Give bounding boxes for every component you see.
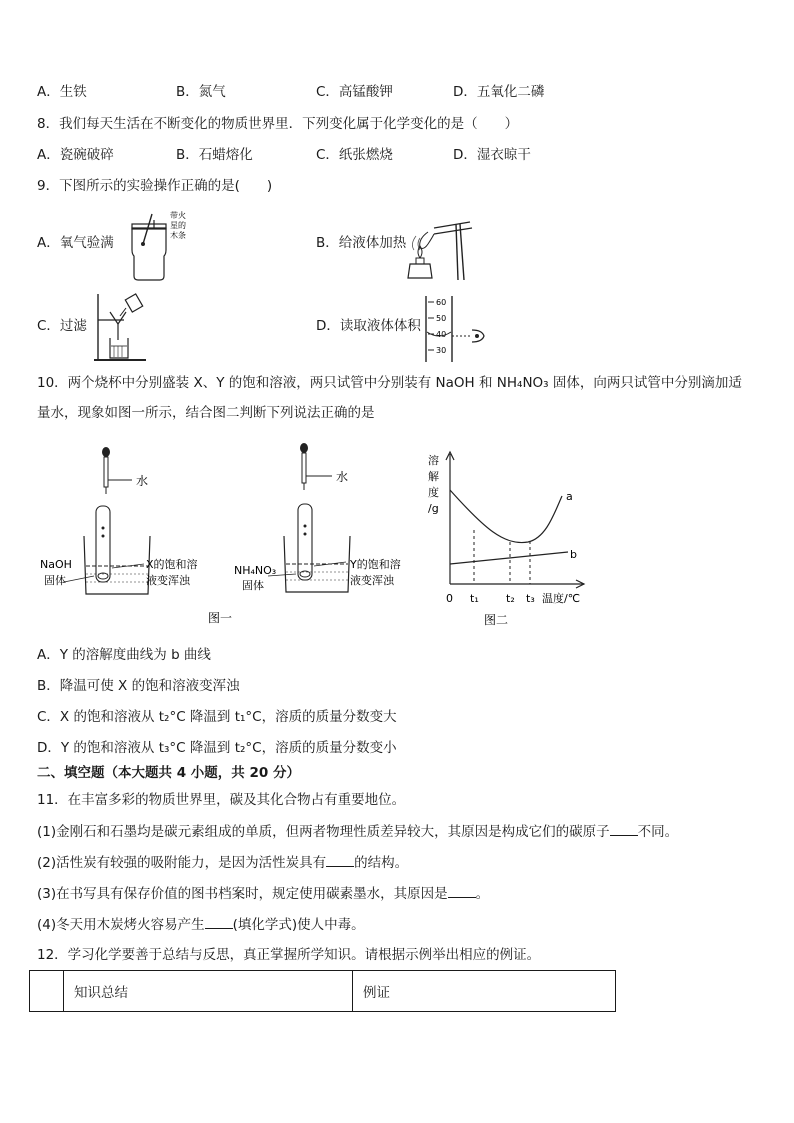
q11-part3-blank[interactable]	[448, 883, 476, 898]
splint-label-3: 木条	[170, 231, 186, 240]
q8-stem: 8．我们每天生活在不断变化的物质世界里．下列变化属于化学变化的是（ ）	[37, 116, 519, 132]
ylabel-1: 溶	[428, 454, 439, 467]
q11-stem: 11．在丰富多彩的物质世界里，碳及其化合物占有重要地位。	[37, 792, 406, 808]
oxygen-test-figure	[124, 210, 196, 286]
splint-label-1: 带火	[170, 211, 186, 220]
knowledge-table	[29, 970, 616, 1012]
q10-option-c: C．X 的饱和溶液从 t₂°C 降温到 t₁°C，溶质的质量分数变大	[37, 709, 397, 725]
origin-label: 0	[446, 592, 453, 605]
q12-stem: 12．学习化学要善于总结与反思，真正掌握所学知识。请根据示例举出相应的例证。	[37, 947, 541, 963]
q11-part2	[37, 852, 408, 873]
q11-part2-tail: 的结构。	[354, 855, 409, 871]
q10-option-b: B．降温可使 X 的饱和溶液变浑浊	[37, 678, 240, 694]
ylabel-4: /g	[428, 502, 439, 515]
q11-part4-tail: (填化学式)使人中毒。	[232, 917, 365, 933]
q11-part1-text: (1)金刚石和石墨均是碳元素组成的单质，但两者物理性质差异较大，其原因是构成它们的碳原子	[37, 824, 610, 840]
solid-label-2: 固体	[242, 579, 264, 592]
x-note-line1: X的饱和溶	[146, 558, 198, 571]
figure-one-caption: 图一	[208, 611, 233, 625]
q7-option-a: A．生铁	[37, 84, 87, 100]
q10-option-d: D．Y 的饱和溶液从 t₃°C 降温到 t₂°C，溶质的质量分数变小	[37, 740, 397, 756]
curve-b-line	[450, 552, 568, 564]
y-note-line1: Y的饱和溶	[350, 558, 401, 571]
q7-option-d: D．五氧化二磷	[453, 84, 545, 100]
q9-stem: 9．下图所示的实验操作正确的是( )	[37, 178, 273, 194]
cylinder-reading-figure	[424, 294, 492, 364]
q10-stem-line1: 10．两个烧杯中分别盛装 X、Y 的饱和溶液，两只试管中分别装有 NaOH 和 NH₄NO₃ 固体，向两只试管中分别滴加适	[37, 375, 742, 391]
q11-part1-blank[interactable]	[610, 821, 638, 836]
q11-part4-blank[interactable]	[205, 914, 233, 929]
figure-two-caption: 图二	[484, 613, 509, 627]
q11-part4-text: (4)冬天用木炭烤火容易产生	[37, 917, 205, 933]
q8-option-a: A．瓷碗破碎	[37, 147, 114, 163]
q9-option-b: B．给液体加热	[316, 235, 407, 251]
q9-option-a: A．氧气验满	[37, 235, 114, 251]
q9-option-d: D．读取液体体积	[316, 318, 421, 334]
q11-part1	[37, 821, 678, 842]
nh4no3-label: NH₄NO₃	[234, 564, 277, 577]
t2-label: t₂	[506, 592, 515, 605]
y-note-line2: 液变浑浊	[350, 574, 394, 587]
figure-one	[36, 440, 420, 630]
q10-option-a: A．Y 的溶解度曲线为 b 曲线	[37, 647, 211, 663]
q11-part2-blank[interactable]	[326, 852, 354, 867]
q11-part1-tail: 不同。	[637, 824, 679, 840]
q8-option-c: C．纸张燃烧	[316, 147, 393, 163]
q11-part2-text: (2)活性炭有较强的吸附能力，是因为活性炭具有	[37, 855, 327, 871]
t3-label: t₃	[526, 592, 535, 605]
tick-30: 30	[436, 346, 447, 355]
q7-option-b: B．氮气	[176, 84, 226, 100]
q10-stem-line2: 量水，现象如图一所示，结合图二判断下列说法正确的是	[37, 405, 375, 421]
tick-50: 50	[436, 314, 447, 323]
q11-part4	[37, 914, 365, 935]
q8-option-b: B．石蜡熔化	[176, 147, 253, 163]
curve-b-label: b	[570, 548, 577, 561]
ylabel-2: 解	[428, 470, 439, 483]
tick-60: 60	[436, 298, 447, 307]
water-label-2: 水	[336, 470, 349, 484]
curve-a-label: a	[566, 490, 573, 503]
curve-a-line	[450, 490, 562, 543]
table-header-example: 例证	[353, 971, 616, 1012]
naoh-label: NaOH	[40, 558, 72, 571]
q7-option-c: C．高锰酸钾	[316, 84, 393, 100]
t1-label: t₁	[470, 592, 479, 605]
q11-part3	[37, 883, 489, 904]
q11-part3-text: (3)在书写具有保存价值的图书档案时，规定使用碳素墨水，其原因是	[37, 886, 448, 902]
xlabel: 温度/℃	[542, 592, 581, 605]
q8-option-d: D．湿衣晾干	[453, 147, 531, 163]
x-note-line2: 液变浑浊	[146, 574, 190, 587]
tick-40: 40	[436, 330, 447, 339]
section-heading: 二、填空题（本大题共 4 小题，共 20 分）	[37, 765, 300, 781]
ylabel-3: 度	[428, 486, 439, 499]
water-label-1: 水	[136, 474, 149, 488]
table-row	[30, 971, 616, 1012]
liquid-heating-figure	[398, 214, 476, 284]
q9-option-c: C．过滤	[37, 318, 87, 334]
table-cell-blank	[30, 971, 64, 1012]
solid-label-1: 固体	[44, 574, 66, 587]
q11-part3-tail: 。	[475, 886, 490, 902]
filtration-figure	[92, 290, 150, 366]
table-header-knowledge: 知识总结	[64, 971, 353, 1012]
figure-two	[424, 450, 594, 630]
splint-label-2: 星的	[170, 221, 186, 230]
